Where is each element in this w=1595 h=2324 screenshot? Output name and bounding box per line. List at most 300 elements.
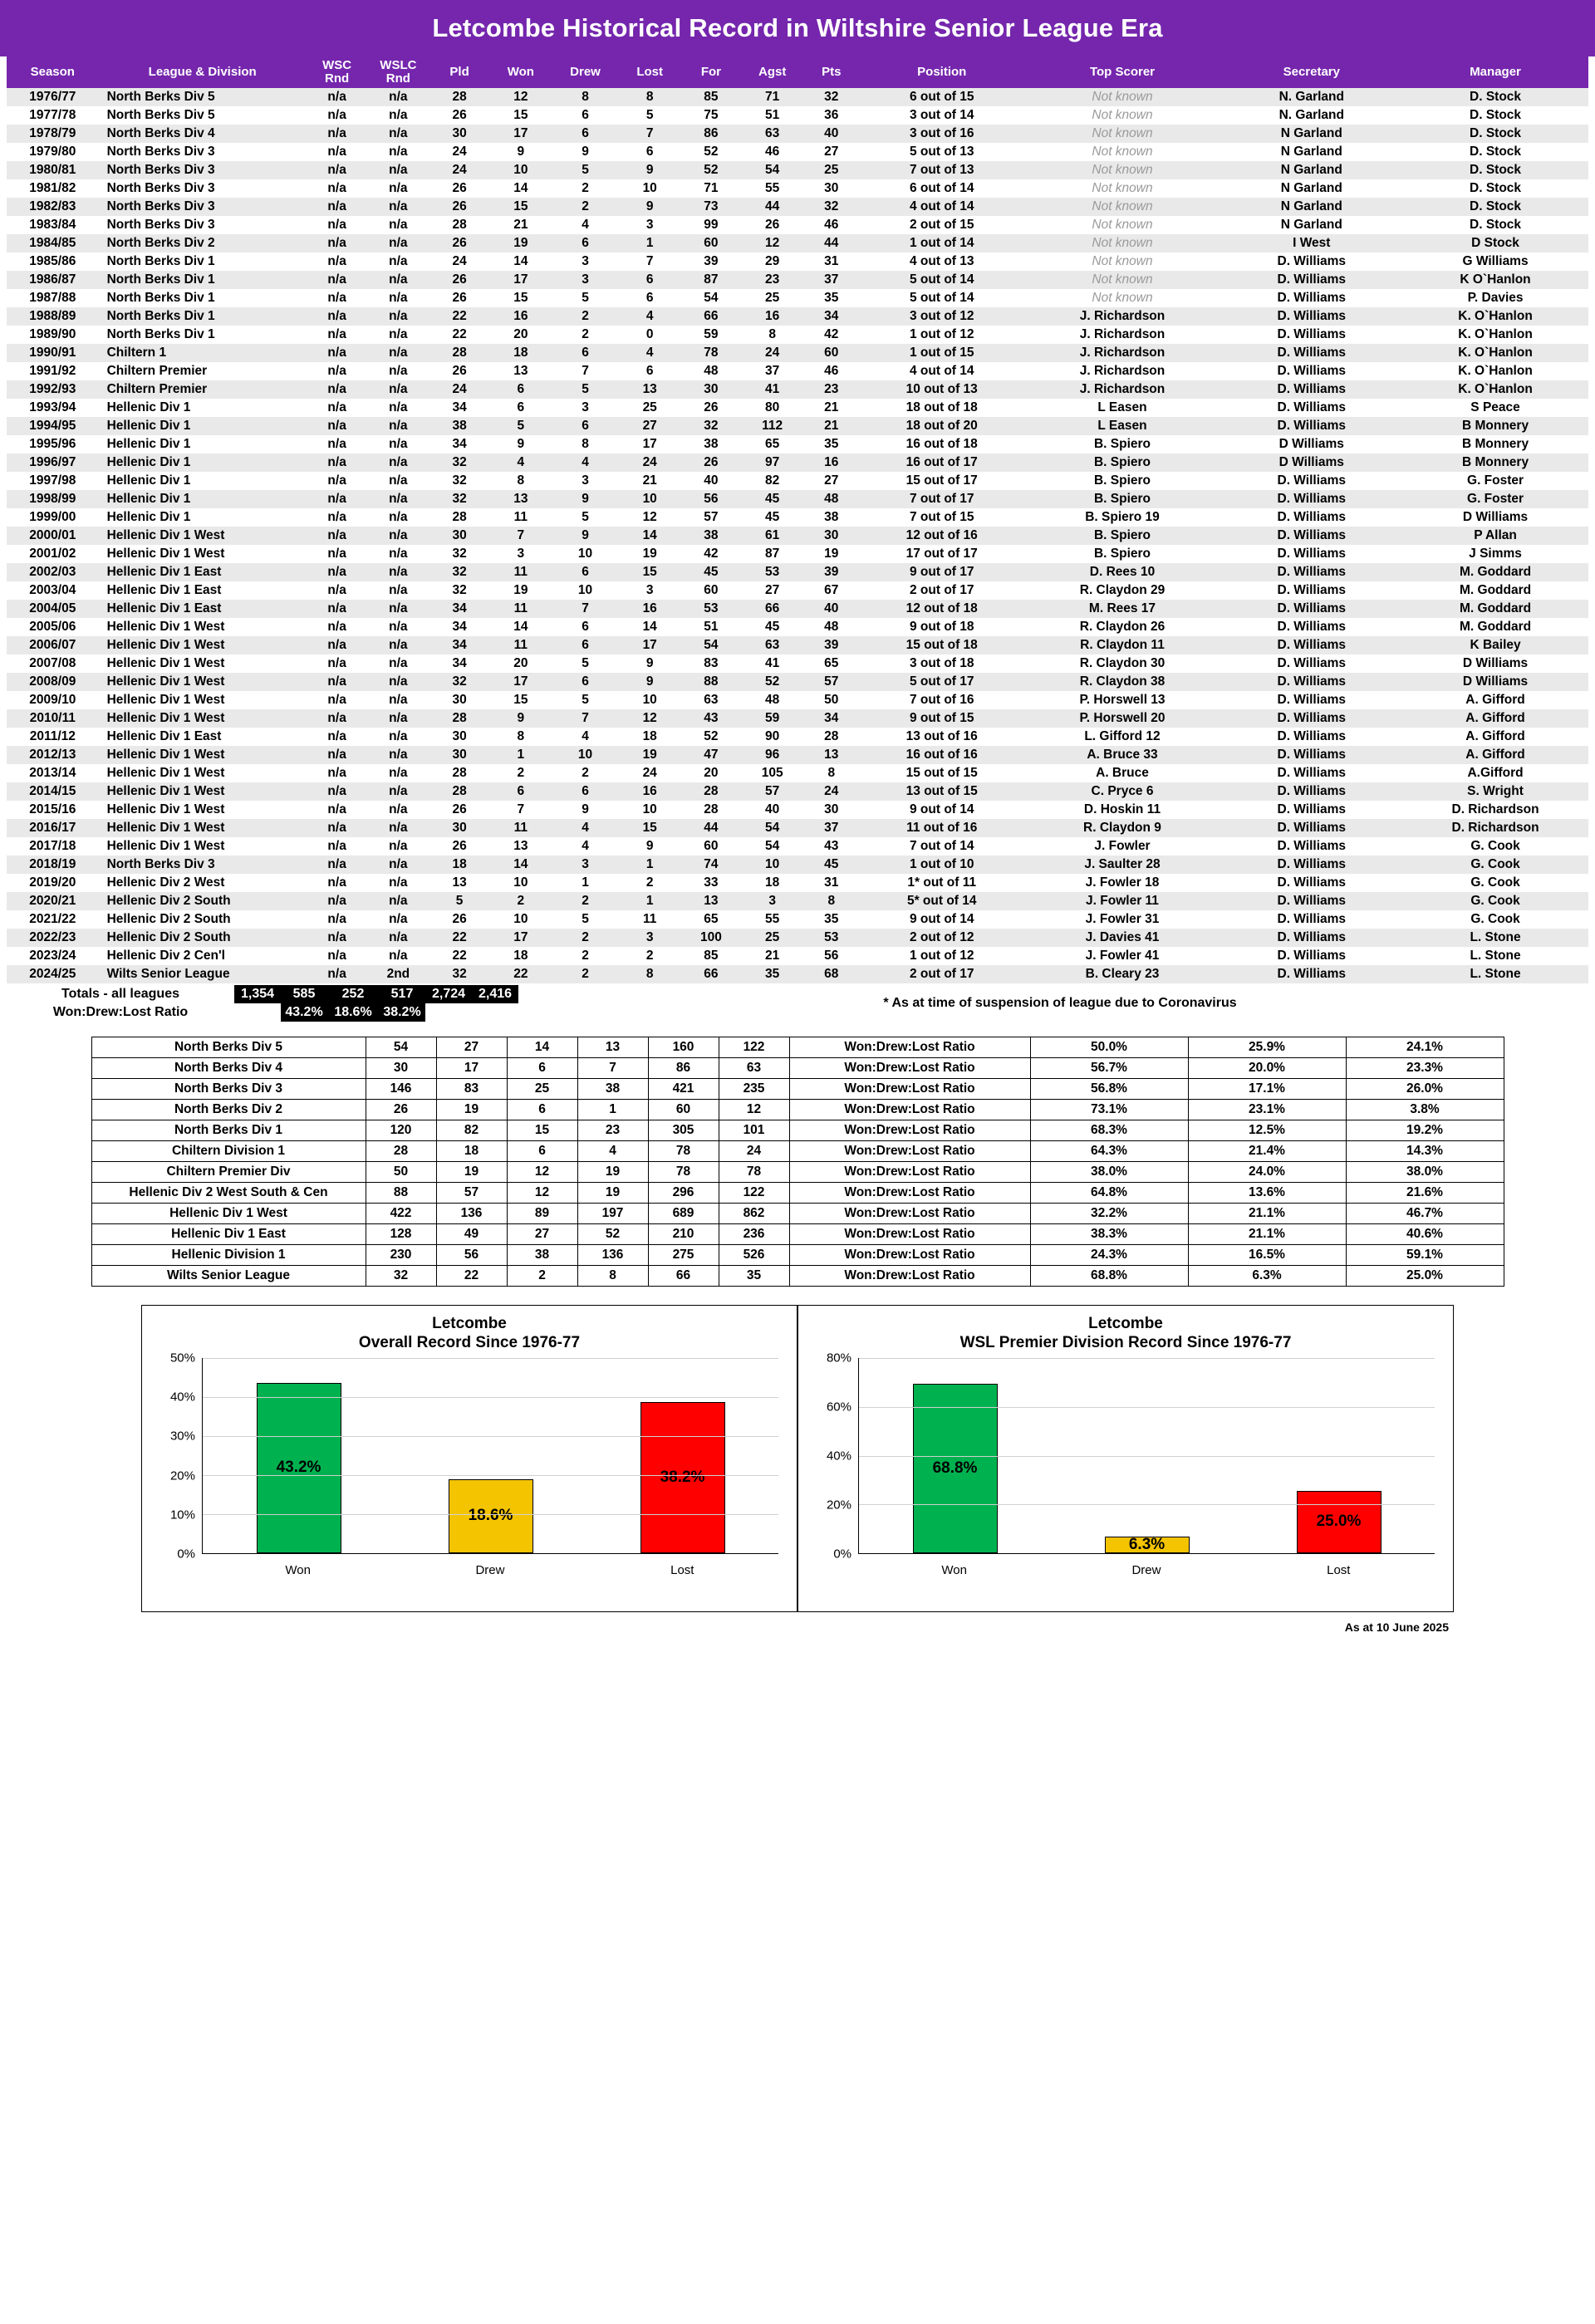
- cell-6: 4: [552, 454, 620, 472]
- table-row: [7, 801, 1588, 819]
- chart-wsl-title-line2: WSL Premier Division Record Since 1976-77: [959, 1334, 1292, 1352]
- cell-league: Hellenic Div 1 West: [99, 691, 307, 709]
- summary-lost-pct: 26.0%: [1346, 1078, 1504, 1099]
- summary-for: 210: [648, 1223, 719, 1244]
- cell-4: 26: [429, 271, 490, 289]
- col-top-scorer: Top Scorer: [1024, 56, 1221, 88]
- y-tick-label: 60%: [826, 1400, 851, 1415]
- cell-13: D. Williams: [1221, 782, 1403, 801]
- cell-7: 16: [619, 600, 680, 618]
- cell-13: D. Williams: [1221, 362, 1403, 380]
- cell-9: 54: [742, 837, 803, 856]
- cell-league: North Berks Div 3: [99, 143, 307, 161]
- cell-league: North Berks Div 5: [99, 106, 307, 125]
- cell-6: 6: [552, 125, 620, 143]
- summary-drew: 38: [507, 1244, 577, 1265]
- summary-pld: 50: [366, 1161, 436, 1182]
- cell-9: 55: [742, 910, 803, 929]
- cell-8: 74: [680, 856, 742, 874]
- table-row: [7, 234, 1588, 253]
- bar-value-label: 18.6%: [468, 1507, 513, 1525]
- summary-agst: 526: [719, 1244, 789, 1265]
- cell-9: 55: [742, 179, 803, 198]
- y-tick-label: 0%: [177, 1547, 195, 1562]
- cell-12: J. Richardson: [1024, 380, 1221, 399]
- cell-7: 10: [619, 179, 680, 198]
- cell-11: 1 out of 12: [860, 326, 1024, 344]
- total-drew: 252: [327, 985, 379, 1003]
- summary-lost: 197: [577, 1203, 648, 1223]
- cell-season: 1999/00: [7, 508, 99, 527]
- totals-table: [7, 985, 1595, 1022]
- cell-12: L Easen: [1024, 399, 1221, 417]
- cell-season: 1983/84: [7, 216, 99, 234]
- summary-lost: 13: [577, 1037, 648, 1057]
- summary-won: 57: [436, 1182, 507, 1203]
- cell-season: 2009/10: [7, 691, 99, 709]
- cell-8: 57: [680, 508, 742, 527]
- cell-13: N. Garland: [1221, 88, 1403, 106]
- cell-10: 44: [803, 234, 860, 253]
- cell-league: Hellenic Div 1 West: [99, 655, 307, 673]
- summary-wrap: [0, 1037, 1595, 1287]
- cell-league: Hellenic Div 1 West: [99, 837, 307, 856]
- cell-5: 10: [490, 874, 552, 892]
- cell-season: 2003/04: [7, 581, 99, 600]
- cell-top-scorer: Not known: [1024, 271, 1221, 289]
- summary-agst: 122: [719, 1037, 789, 1057]
- cell-13: I West: [1221, 234, 1403, 253]
- ratio-lost: 38.2%: [379, 1003, 425, 1022]
- cell-3: n/a: [368, 417, 429, 435]
- summary-league-name: Chiltern Premier Div: [91, 1161, 366, 1182]
- cell-11: 1 out of 14: [860, 234, 1024, 253]
- cell-6: 2: [552, 179, 620, 198]
- cell-4: 22: [429, 326, 490, 344]
- cell-5: 17: [490, 929, 552, 947]
- cell-2: n/a: [307, 399, 368, 417]
- cell-2: n/a: [307, 143, 368, 161]
- summary-won-pct: 24.3%: [1030, 1244, 1188, 1265]
- summary-drew-pct: 13.6%: [1188, 1182, 1346, 1203]
- cell-8: 45: [680, 563, 742, 581]
- cell-7: 8: [619, 88, 680, 106]
- cell-league: North Berks Div 1: [99, 289, 307, 307]
- cell-10: 24: [803, 782, 860, 801]
- cell-10: 25: [803, 161, 860, 179]
- summary-won-pct: 56.7%: [1030, 1057, 1188, 1078]
- cell-8: 30: [680, 380, 742, 399]
- cell-6: 2: [552, 326, 620, 344]
- summary-ratio-label: Won:Drew:Lost Ratio: [789, 1057, 1030, 1078]
- cell-8: 32: [680, 417, 742, 435]
- cell-11: 9 out of 18: [860, 618, 1024, 636]
- cell-5: 1: [490, 746, 552, 764]
- cell-4: 32: [429, 472, 490, 490]
- cell-7: 12: [619, 508, 680, 527]
- cell-3: n/a: [368, 655, 429, 673]
- cell-league: Hellenic Div 1 West: [99, 819, 307, 837]
- cell-12: R. Claydon 9: [1024, 819, 1221, 837]
- summary-won: 56: [436, 1244, 507, 1265]
- cell-6: 9: [552, 801, 620, 819]
- table-row: [7, 673, 1588, 691]
- cell-13: D. Williams: [1221, 344, 1403, 362]
- summary-drew: 6: [507, 1057, 577, 1078]
- cell-4: 32: [429, 563, 490, 581]
- cell-14: G. Foster: [1402, 490, 1588, 508]
- summary-won: 27: [436, 1037, 507, 1057]
- summary-lost: 23: [577, 1120, 648, 1140]
- cell-10: 8: [803, 764, 860, 782]
- cell-13: D. Williams: [1221, 563, 1403, 581]
- cell-7: 5: [619, 106, 680, 125]
- summary-ratio-label: Won:Drew:Lost Ratio: [789, 1265, 1030, 1286]
- cell-3: n/a: [368, 198, 429, 216]
- summary-row: [91, 1265, 1504, 1286]
- cell-2: n/a: [307, 563, 368, 581]
- cell-2: n/a: [307, 161, 368, 179]
- bar-value-label: 25.0%: [1316, 1513, 1362, 1531]
- cell-season: 1993/94: [7, 399, 99, 417]
- chart-wsl-xlabels: [858, 1563, 1435, 1577]
- cell-7: 17: [619, 435, 680, 454]
- cell-9: 52: [742, 673, 803, 691]
- cell-6: 8: [552, 88, 620, 106]
- cell-14: L. Stone: [1402, 965, 1588, 983]
- cell-13: D. Williams: [1221, 600, 1403, 618]
- summary-league-name: Chiltern Division 1: [91, 1140, 366, 1161]
- summary-for: 78: [648, 1161, 719, 1182]
- cell-8: 52: [680, 143, 742, 161]
- cell-6: 2: [552, 892, 620, 910]
- chart-overall-title-line1: Letcombe: [432, 1314, 507, 1332]
- y-tick-label: 80%: [826, 1351, 851, 1365]
- cell-3: n/a: [368, 454, 429, 472]
- cell-5: 17: [490, 125, 552, 143]
- cell-9: 21: [742, 947, 803, 965]
- cell-14: D. Richardson: [1402, 801, 1588, 819]
- cell-season: 1981/82: [7, 179, 99, 198]
- cell-3: n/a: [368, 88, 429, 106]
- summary-pld: 88: [366, 1182, 436, 1203]
- cell-top-scorer: Not known: [1024, 253, 1221, 271]
- cell-14: A.Gifford: [1402, 764, 1588, 782]
- cell-2: n/a: [307, 618, 368, 636]
- cell-season: 2022/23: [7, 929, 99, 947]
- bar-lost: [1297, 1491, 1382, 1553]
- cell-5: 8: [490, 728, 552, 746]
- cell-10: 34: [803, 709, 860, 728]
- summary-pld: 146: [366, 1078, 436, 1099]
- cell-11: 5 out of 14: [860, 289, 1024, 307]
- cell-season: 2004/05: [7, 600, 99, 618]
- cell-league: Hellenic Div 1 West: [99, 764, 307, 782]
- cell-10: 34: [803, 307, 860, 326]
- cell-8: 39: [680, 253, 742, 271]
- ratio-label: Won:Drew:Lost Ratio: [52, 1004, 189, 1019]
- cell-14: M. Goddard: [1402, 600, 1588, 618]
- cell-3: n/a: [368, 947, 429, 965]
- cell-14: G. Cook: [1402, 837, 1588, 856]
- cell-4: 5: [429, 892, 490, 910]
- summary-won: 22: [436, 1265, 507, 1286]
- cell-8: 87: [680, 271, 742, 289]
- cell-10: 36: [803, 106, 860, 125]
- cell-season: 1992/93: [7, 380, 99, 399]
- cell-4: 24: [429, 380, 490, 399]
- summary-for: 305: [648, 1120, 719, 1140]
- cell-13: D. Williams: [1221, 728, 1403, 746]
- cell-2: n/a: [307, 454, 368, 472]
- cell-3: n/a: [368, 892, 429, 910]
- coronavirus-footnote: * As at time of suspension of league due to Coronavirus: [883, 995, 1237, 1010]
- cell-3: n/a: [368, 472, 429, 490]
- summary-lost-pct: 40.6%: [1346, 1223, 1504, 1244]
- cell-6: 9: [552, 490, 620, 508]
- cell-11: 1* out of 11: [860, 874, 1024, 892]
- cell-season: 2013/14: [7, 764, 99, 782]
- cell-5: 22: [490, 965, 552, 983]
- cell-11: 6 out of 14: [860, 179, 1024, 198]
- cell-13: D. Williams: [1221, 380, 1403, 399]
- cell-7: 10: [619, 691, 680, 709]
- table-row: [7, 782, 1588, 801]
- table-row: [7, 600, 1588, 618]
- cell-8: 38: [680, 435, 742, 454]
- cell-4: 22: [429, 929, 490, 947]
- cell-3: n/a: [368, 380, 429, 399]
- cell-11: 4 out of 13: [860, 253, 1024, 271]
- cell-12: J. Fowler 31: [1024, 910, 1221, 929]
- summary-lost: 1: [577, 1099, 648, 1120]
- cell-9: 35: [742, 965, 803, 983]
- cell-7: 3: [619, 216, 680, 234]
- cell-top-scorer: Not known: [1024, 106, 1221, 125]
- cell-10: 53: [803, 929, 860, 947]
- cell-13: D. Williams: [1221, 636, 1403, 655]
- cell-11: 13 out of 16: [860, 728, 1024, 746]
- cell-season: 2006/07: [7, 636, 99, 655]
- cell-13: D. Williams: [1221, 271, 1403, 289]
- cell-13: D. Williams: [1221, 691, 1403, 709]
- col-lost: Lost: [619, 56, 680, 88]
- cell-12: J. Fowler 11: [1024, 892, 1221, 910]
- x-tick-label: Drew: [475, 1563, 505, 1577]
- cell-7: 1: [619, 856, 680, 874]
- summary-league-name: Hellenic Div 2 West South & Cen: [91, 1182, 366, 1203]
- table-header-row: [7, 56, 1588, 88]
- ratio-blank: [234, 1003, 281, 1022]
- bar-column: [633, 1358, 733, 1553]
- cell-top-scorer: Not known: [1024, 161, 1221, 179]
- cell-10: 30: [803, 527, 860, 545]
- cell-5: 11: [490, 563, 552, 581]
- cell-6: 2: [552, 929, 620, 947]
- cell-12: L. Gifford 12: [1024, 728, 1221, 746]
- cell-11: 12 out of 16: [860, 527, 1024, 545]
- cell-4: 30: [429, 527, 490, 545]
- cell-10: 39: [803, 636, 860, 655]
- cell-season: 2007/08: [7, 655, 99, 673]
- main-table-wrap: [0, 56, 1595, 1022]
- summary-lost-pct: 14.3%: [1346, 1140, 1504, 1161]
- summary-agst: 12: [719, 1099, 789, 1120]
- summary-league-name: North Berks Div 4: [91, 1057, 366, 1078]
- summary-for: 689: [648, 1203, 719, 1223]
- cell-8: 71: [680, 179, 742, 198]
- cell-3: n/a: [368, 125, 429, 143]
- summary-for: 421: [648, 1078, 719, 1099]
- summary-won: 19: [436, 1161, 507, 1182]
- cell-season: 2001/02: [7, 545, 99, 563]
- summary-won-pct: 56.8%: [1030, 1078, 1188, 1099]
- cell-7: 4: [619, 307, 680, 326]
- cell-11: 7 out of 13: [860, 161, 1024, 179]
- cell-9: 63: [742, 636, 803, 655]
- cell-7: 8: [619, 965, 680, 983]
- cell-4: 26: [429, 179, 490, 198]
- cell-11: 9 out of 14: [860, 801, 1024, 819]
- cell-14: K. O`Hanlon: [1402, 326, 1588, 344]
- cell-league: Hellenic Div 1: [99, 435, 307, 454]
- cell-8: 20: [680, 764, 742, 782]
- summary-won-pct: 68.8%: [1030, 1265, 1188, 1286]
- cell-5: 9: [490, 143, 552, 161]
- cell-12: J. Davies 41: [1024, 929, 1221, 947]
- cell-7: 7: [619, 253, 680, 271]
- summary-row: [91, 1244, 1504, 1265]
- cell-13: D. Williams: [1221, 910, 1403, 929]
- chart-wsl-record: [798, 1305, 1454, 1612]
- table-row: [7, 965, 1588, 983]
- cell-7: 12: [619, 709, 680, 728]
- cell-11: 5* out of 14: [860, 892, 1024, 910]
- cell-14: D. Stock: [1402, 216, 1588, 234]
- cell-14: D Williams: [1402, 655, 1588, 673]
- cell-2: n/a: [307, 929, 368, 947]
- table-row: [7, 819, 1588, 837]
- cell-3: n/a: [368, 399, 429, 417]
- cell-13: D. Williams: [1221, 307, 1403, 326]
- cell-11: 15 out of 17: [860, 472, 1024, 490]
- cell-13: D. Williams: [1221, 417, 1403, 435]
- cell-6: 6: [552, 234, 620, 253]
- charts-row: [0, 1287, 1595, 1612]
- cell-10: 45: [803, 856, 860, 874]
- cell-4: 30: [429, 819, 490, 837]
- cell-league: Hellenic Div 1 West: [99, 709, 307, 728]
- cell-7: 24: [619, 764, 680, 782]
- cell-13: D Williams: [1221, 454, 1403, 472]
- cell-4: 28: [429, 216, 490, 234]
- cell-8: 52: [680, 161, 742, 179]
- cell-2: n/a: [307, 435, 368, 454]
- cell-9: 16: [742, 307, 803, 326]
- cell-3: n/a: [368, 600, 429, 618]
- cell-top-scorer: Not known: [1024, 88, 1221, 106]
- cell-8: 47: [680, 746, 742, 764]
- cell-5: 4: [490, 454, 552, 472]
- cell-12: B. Spiero: [1024, 454, 1221, 472]
- cell-2: n/a: [307, 216, 368, 234]
- table-row: [7, 198, 1588, 216]
- cell-4: 32: [429, 545, 490, 563]
- cell-league: North Berks Div 3: [99, 179, 307, 198]
- y-tick-label: 20%: [169, 1468, 195, 1483]
- cell-11: 16 out of 17: [860, 454, 1024, 472]
- cell-3: n/a: [368, 764, 429, 782]
- cell-7: 19: [619, 545, 680, 563]
- cell-4: 28: [429, 782, 490, 801]
- cell-3: n/a: [368, 874, 429, 892]
- cell-3: n/a: [368, 709, 429, 728]
- cell-11: 6 out of 15: [860, 88, 1024, 106]
- cell-3: n/a: [368, 563, 429, 581]
- y-tick-label: 50%: [169, 1351, 195, 1365]
- cell-season: 1985/86: [7, 253, 99, 271]
- summary-row: [91, 1099, 1504, 1120]
- cell-14: J Simms: [1402, 545, 1588, 563]
- col-position: Position: [860, 56, 1024, 88]
- col-wslc-rnd: WSLC Rnd: [368, 56, 429, 88]
- cell-8: 52: [680, 728, 742, 746]
- gridline: [859, 1456, 1435, 1457]
- cell-4: 22: [429, 947, 490, 965]
- cell-2: n/a: [307, 508, 368, 527]
- cell-5: 13: [490, 837, 552, 856]
- cell-4: 13: [429, 874, 490, 892]
- table-row: [7, 837, 1588, 856]
- cell-11: 16 out of 18: [860, 435, 1024, 454]
- cell-2: n/a: [307, 106, 368, 125]
- cell-9: 24: [742, 344, 803, 362]
- cell-5: 10: [490, 161, 552, 179]
- cell-11: 1 out of 12: [860, 947, 1024, 965]
- cell-league: Hellenic Div 2 South: [99, 910, 307, 929]
- cell-6: 7: [552, 709, 620, 728]
- cell-5: 20: [490, 326, 552, 344]
- cell-2: n/a: [307, 892, 368, 910]
- summary-won: 83: [436, 1078, 507, 1099]
- league-summary-table: [91, 1037, 1504, 1287]
- cell-11: 2 out of 17: [860, 965, 1024, 983]
- cell-7: 15: [619, 563, 680, 581]
- cell-3: n/a: [368, 435, 429, 454]
- cell-5: 14: [490, 618, 552, 636]
- cell-12: J. Richardson: [1024, 326, 1221, 344]
- table-row: [7, 179, 1588, 198]
- cell-10: 68: [803, 965, 860, 983]
- chart-overall-record: [141, 1305, 798, 1612]
- table-row: [7, 728, 1588, 746]
- cell-12: P. Horswell 20: [1024, 709, 1221, 728]
- table-row: [7, 655, 1588, 673]
- cell-league: Hellenic Div 1 West: [99, 618, 307, 636]
- cell-13: D. Williams: [1221, 892, 1403, 910]
- cell-league: Hellenic Div 1 West: [99, 673, 307, 691]
- cell-2: n/a: [307, 472, 368, 490]
- cell-13: D. Williams: [1221, 746, 1403, 764]
- cell-14: P Allan: [1402, 527, 1588, 545]
- cell-6: 10: [552, 746, 620, 764]
- cell-5: 10: [490, 910, 552, 929]
- cell-11: 2 out of 17: [860, 581, 1024, 600]
- cell-4: 32: [429, 673, 490, 691]
- cell-10: 40: [803, 125, 860, 143]
- cell-5: 15: [490, 198, 552, 216]
- summary-drew-pct: 17.1%: [1188, 1078, 1346, 1099]
